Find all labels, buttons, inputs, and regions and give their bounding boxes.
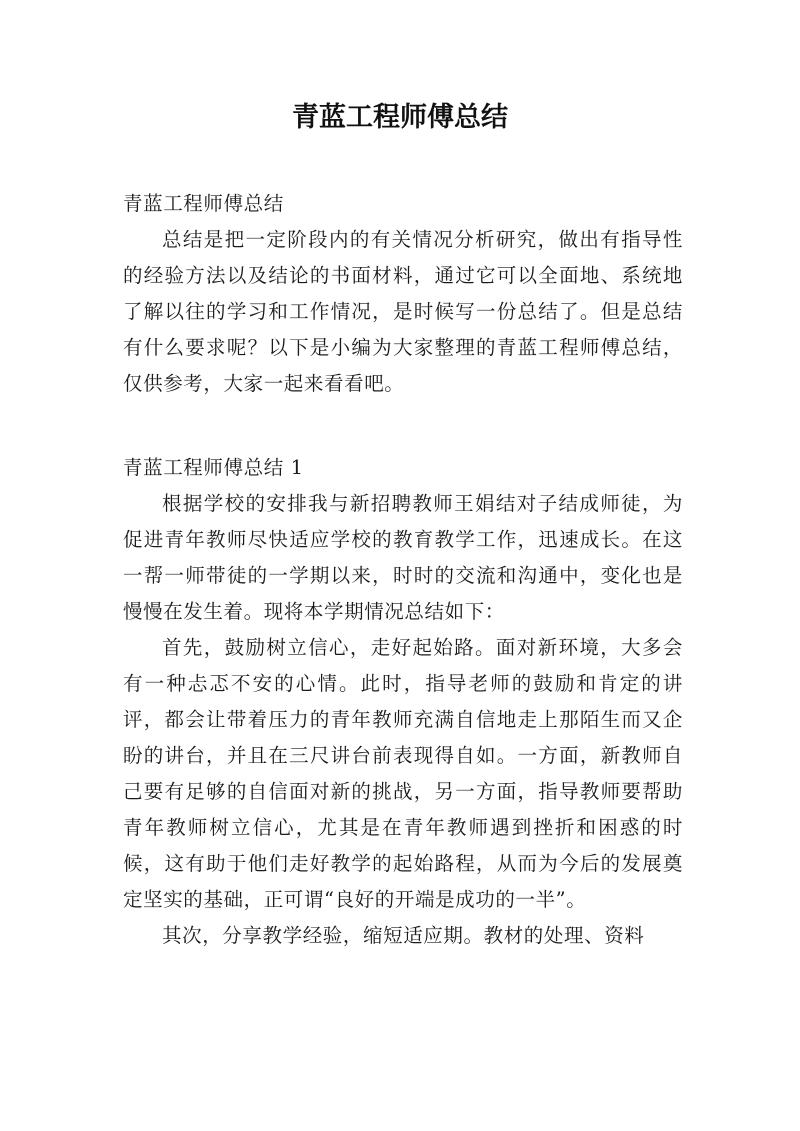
- section-1-paragraph-2: 首先，鼓励树立信心，走好起始路。面对新环境，大多会有一种忐忑不安的心情。此时，指导老师的鼓励和肯定的讲评，都会让带着压力的青年教师充满自信地走上那陌生而又企盼的讲台，并且在三尺讲台前表现得自如。一方面，新教师自己要有足够的自信面对新的挑战，另一方面，指导教师要帮助青年教师树立信心，尤其是在青年教师遇到挫折和困惑的时候，这有助于他们走好教学的起始路程，从而为今后的发展奠定坚实的基础，正可谓“良好的开端是成功的一半”。: [123, 636, 683, 911]
- intro-paragraph: 总结是把一定阶段内的有关情况分析研究，做出有指导性的经验方法以及结论的书面材料，通过它可以全面地、系统地了解以往的学习和工作情况，是时候写一份总结了。但是总结有什么要求呢？以下是小编为大家整理的青蓝工程师傅总结，仅供参考，大家一起来看看吧。: [123, 228, 683, 395]
- section-1-paragraph-3: 其次，分享教学经验，缩短适应期。教材的处理、资料: [162, 924, 645, 947]
- intro-section: [123, 186, 683, 402]
- section-1-subheading: 青蓝工程师傅总结 1: [123, 456, 304, 479]
- intro-subheading: 青蓝工程师傅总结: [123, 192, 284, 215]
- section-1: [123, 450, 683, 954]
- section-1-paragraph-1: 根据学校的安排我与新招聘教师王娟结对子结成师徒，为促进青年教师尽快适应学校的教育教学工作，迅速成长。在这一帮一师带徒的一学期以来，时时的交流和沟通中，变化也是慢慢在发生着。现将本学期情况总结如下：: [123, 492, 683, 623]
- document-title: 青蓝工程师傅总结: [292, 102, 508, 133]
